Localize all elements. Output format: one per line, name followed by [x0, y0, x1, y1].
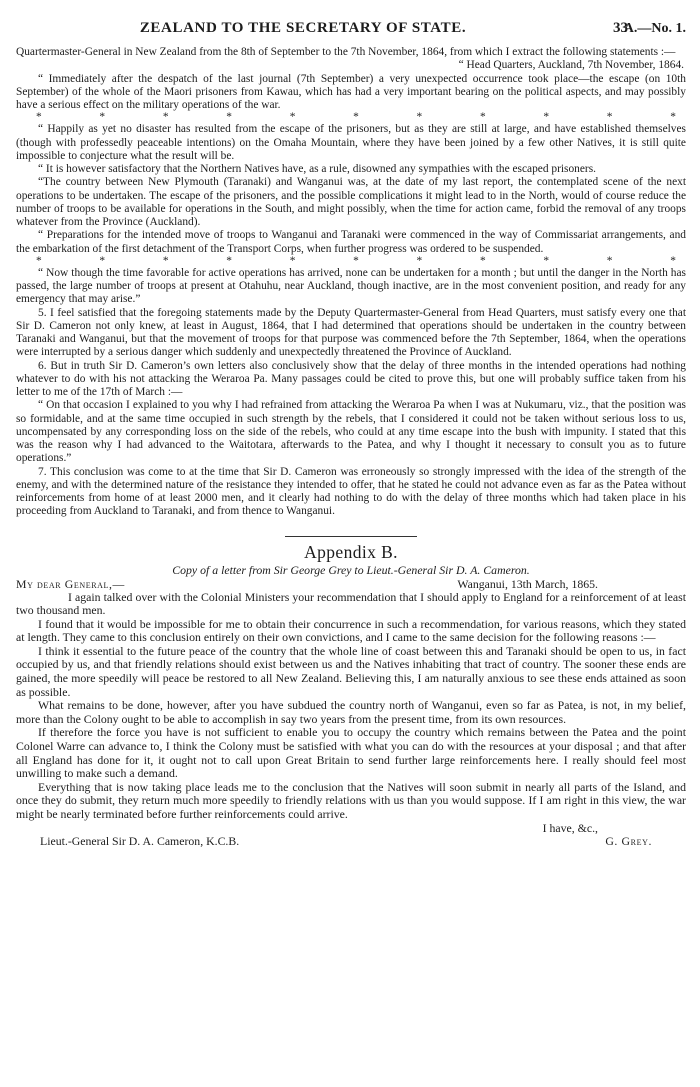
star: *	[479, 111, 486, 124]
letter-paragraph: What remains to be done, however, after you have subdued the country north of Wanganui, even so far as Patea, is not, in my belief, more than the Colony ought to be able to accomplish in say two years from the present time, from its own resources.	[16, 698, 686, 726]
quoted-dateline: “ Head Quarters, Auckland, 7th November, 1864.	[458, 59, 684, 72]
ellipsis-stars	[16, 256, 686, 267]
star: *	[670, 254, 676, 267]
salutation: My dear General,—	[16, 576, 125, 591]
letter-paragraph: Everything that is now taking place leads me to the conclusion that the Natives will soon submit in nearly all parts of the Island, and once they do submit, they return much more speedily to friendly relations with us than you would suppose. If I am right in this view, the war might be nearly terminated before further reinforcements could arrive.	[16, 779, 686, 821]
signature: G. Grey.	[605, 834, 652, 849]
section-divider	[285, 536, 417, 537]
paragraph: Quartermaster-General in New Zealand from the 8th of September to the 7th November, 1864, from which I extract the following statements :—	[16, 46, 676, 58]
appendix-caption: Copy of a letter from Sir George Grey to Lieut.-General Sir D. A. Cameron.	[172, 562, 530, 577]
signature-line	[16, 835, 686, 849]
numbered-paragraph: 5. I feel satisfied that the foregoing statements made by the Deputy Quartermaster-General from Head Quarters, must satisfy every one that Sir D. Cameron not only knew, at least in August, 1864, that I had determined that operations should be undertaken in the country between Taranaki and Wanganui, but that the movement of troops for that purpose was commenced before the 7th September, 1864, when the operations were interrupted by a serious danger which suddenly and unexpectedly threatened the Province of Auckland.	[16, 306, 686, 359]
quoted-paragraph: “ It is however satisfactory that the Northern Natives have, as a rule, disowned any sympathies with the escaped prisoners.	[38, 163, 596, 175]
star: *	[162, 111, 169, 124]
star: *	[606, 254, 613, 267]
star: *	[226, 254, 232, 267]
star: *	[36, 254, 42, 267]
letter-paragraph: I found that it would be impossible for me to obtain their concurrence in such a recommendation, for various reasons, which they stated at length. They came to this conclusion entirely on their own convictions, and I came to the same decision for the following reasons :—	[16, 616, 686, 645]
appendix-title: Appendix B.	[304, 541, 398, 562]
star: *	[416, 254, 423, 267]
numbered-paragraph: 7. This conclusion was come to at the time that Sir D. Cameron was erroneously so strongly impressed with the idea of the strength of the enemy, and with the determined nature of the resistance they intended to offer, that he stated he could not advance even as far as the Patea without reinforcements from home of at least 2000 men, and it clearly had nothing to do with the delay of three months which had taken place in his proceeding from Auckland to Taranaki, and from thence to Wanganui.	[16, 465, 686, 518]
star: *	[289, 254, 296, 267]
star: *	[353, 254, 359, 267]
running-title: ZEALAND TO THE SECRETARY OF STATE.	[139, 20, 467, 36]
salutation-line	[16, 577, 686, 591]
star: *	[479, 254, 486, 267]
star: *	[543, 111, 550, 124]
star: *	[99, 254, 106, 267]
star: *	[226, 111, 232, 124]
star: *	[670, 111, 676, 124]
quoted-paragraph: “ On that occasion I explained to you why I had refrained from attacking the Weraroa Pa when I was at Nukumaru, viz., that the position was so formidable, and at the same time occupied in such strength by the rebels, that I considered it could not be taken without serious loss to us, uncompensated by any corresponding loss on the side of the rebels, who could at any time escape into the bush with impunity. I stated that this was the reason why I had advanced to the Waitotara, afterwards to the Patea, and why I thought it necessary to consult you as to future operations.”	[16, 399, 686, 465]
letter-paragraph: I think it essential to the future peace of the country that the whole line of coast between this and Taranaki should be open to us, in fact occupied by us, and that friendly relations should exist between us and the Natives inhabiting that tract of country. The sooner these ends are gained, the more speedily will peace be restored to all New Zealand. Believing this, I am naturally anxious to see these ends attained as soon as possible.	[16, 643, 686, 699]
star: *	[289, 111, 296, 124]
appendix-section	[16, 541, 686, 849]
report-body	[16, 46, 686, 519]
letter-dateline: Wanganui, 13th March, 1865.	[457, 576, 598, 591]
star: *	[99, 111, 106, 124]
quoted-paragraph: “ Happily as yet no disaster has resulted from the escape of the prisoners, but as they are still at large, and have established themselves (though with professedly peaceable intentions) on the Omaha Mountain, where they have been joined by a few other Natives, it is still quite impossible to conjecture what the result will be.	[16, 123, 686, 162]
quoted-paragraph: “The country between New Plymouth (Taranaki) and Wanganui was, at the date of my last report, the contemplated scene of the next operations to be undertaken. The escape of the prisoners, and the possible complications it might lead to in the North, would of course reduce the number of troops to be available for operations in the South, and might possibly, when the time for action came, forbid the removal of any troops whatever from the Province (Auckland).	[16, 176, 686, 228]
quoted-paragraph: “ Preparations for the intended move of troops to Wanganui and Taranaki were commenced in the way of Commissariat arrangements, and the embarkation of the first detachment of the Transport Corps, when further progress was ordered to be suspended.	[16, 229, 686, 255]
quoted-paragraph: “ Immediately after the despatch of the last journal (7th September) a very unexpected occurrence took place—the escape (on 10th September) of the whole of the Maori prisoners from Kawau, which has had a very important bearing on the political aspects, and may possibly have a serious effect on the military operations of the war.	[16, 72, 686, 111]
star: *	[162, 254, 169, 267]
star: *	[353, 111, 359, 124]
letter-paragraph: If therefore the force you have is not sufficient to enable you to occupy the country which remains between the Patea and the point Colonel Warre can advance to, I think the Colony must be satisfied with what you can do with the resources at your disposal ; and that after all England has done for it, it ought not to call upon Great Britain to send further large reinforcements here. I really should feel most unwilling to make such a demand.	[16, 725, 686, 781]
page-header	[16, 22, 686, 46]
star: *	[543, 254, 550, 267]
star: *	[36, 111, 42, 124]
star: *	[416, 111, 423, 124]
letter-paragraph: I again talked over with the Colonial Ministers your recommendation that I should apply to England for a reinforcement of at least two thousand men.	[16, 589, 686, 618]
letter-closing: I have, &c.,	[542, 820, 598, 835]
star: *	[606, 111, 613, 124]
document-reference: A.—No. 1.	[623, 21, 686, 36]
addressee: Lieut.-General Sir D. A. Cameron, K.C.B.	[40, 834, 240, 849]
page-number: 33	[613, 20, 628, 36]
numbered-paragraph: 6. But in truth Sir D. Cameron’s own letters also conclusively show that the delay of three months in the intended operations had nothing whatever to do with his not attacking the Weraroa Pa. Many passages could be cited to prove this, but one will probably suffice taken from his letter to me of the 17th of March :—	[16, 359, 686, 398]
ellipsis-stars	[16, 112, 686, 123]
quoted-paragraph: “ Now though the time favorable for active operations has arrived, none can be undertaken for a month ; but until the danger in the North has passed, the large number of troops at present at Otahuhu, near Auckland, though inactive, are in the most convenient position, and ready for any emergency that may arise.”	[16, 266, 686, 306]
